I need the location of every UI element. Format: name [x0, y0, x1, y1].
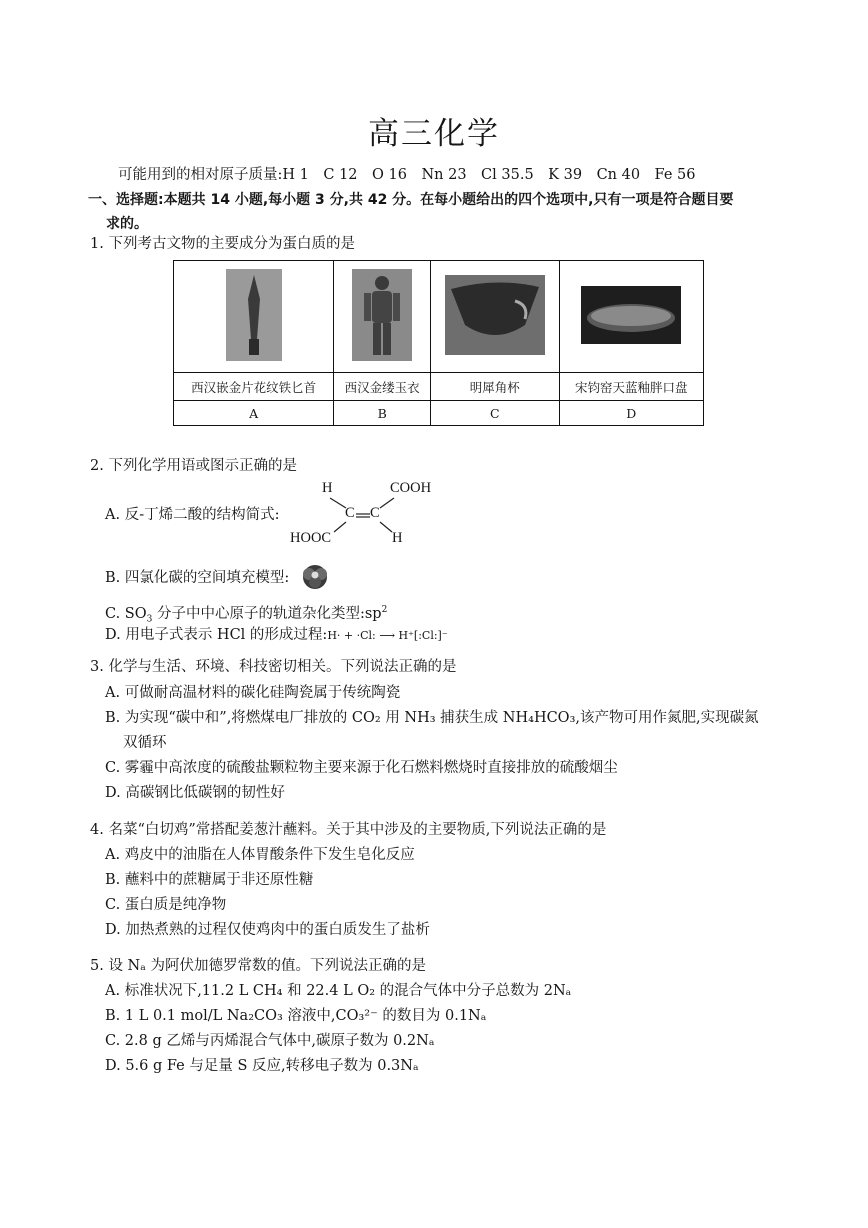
q1-stem: 1. 下列考古文物的主要成分为蛋白质的是: [90, 236, 355, 252]
q5-option-c: C. 2.8 g 乙烯与丙烯混合气体中,碳原子数为 0.2Nₐ: [105, 1033, 435, 1049]
atomic-masses: 可能用到的相对原子质量:H 1 C 12 O 16 Nn 23 Cl 35.5 K 39 Cn 40 Fe 56: [118, 167, 696, 183]
ccl4-space-filling-model-icon: [300, 563, 330, 595]
rhino-horn-cup-image: [445, 275, 545, 358]
q3-option-d: D. 高碳钢比低碳钢的韧性好: [105, 785, 285, 801]
artifact-image-cell-b: [334, 261, 431, 373]
caption-b: 西汉金缕玉衣: [334, 373, 431, 401]
q2-c-pre: C. SO: [105, 605, 147, 622]
q4-option-a: A. 鸡皮中的油脂在人体胃酸条件下发生皂化反应: [105, 847, 415, 863]
q5-option-b: B. 1 L 0.1 mol/L Na₂CO₃ 溶液中,CO₃²⁻ 的数目为 0.1Nₐ: [105, 1008, 487, 1024]
q4-stem: 4. 名菜“白切鸡”常搭配姜葱汁蘸料。关于其中涉及的主要物质,下列说法正确的是: [90, 822, 607, 838]
q2-d-text: D. 用电子式表示 HCl 的形成过程:: [105, 627, 328, 643]
caption-a: 西汉嵌金片花纹铁匕首: [174, 373, 334, 401]
struct-bonds: [290, 480, 440, 550]
dagger-image: [226, 269, 282, 364]
artifact-image-cell-a: [174, 261, 334, 373]
q3-option-a: A. 可做耐高温材料的碳化硅陶瓷属于传统陶瓷: [105, 685, 401, 701]
option-letter-a: A: [174, 401, 334, 426]
q2-c-post: 分子中中心原子的轨道杂化类型:sp: [152, 605, 382, 622]
option-letter-b: B: [334, 401, 431, 426]
struct-h-top: H: [322, 480, 333, 496]
q3-option-c: C. 雾霾中高浓度的硫酸盐颗粒物主要来源于化石燃料燃烧时直接排放的硫酸烟尘: [105, 760, 618, 776]
struct-h-bottom: H: [392, 530, 403, 546]
q4-option-b: B. 蘸料中的蔗糖属于非还原性糖: [105, 872, 314, 888]
page-title: 高三化学: [368, 116, 500, 152]
artifact-image-cell-c: [431, 261, 560, 373]
q5-option-a: A. 标准状况下,11.2 L CH₄ 和 22.4 L O₂ 的混合气体中分子总数为 2Nₐ: [105, 983, 572, 999]
jade-suit-image: [352, 269, 412, 364]
q4-option-c: C. 蛋白质是纯净物: [105, 897, 227, 913]
porcelain-plate-image: [581, 286, 681, 347]
q2-option-b: B. 四氯化碳的空间填充模型:: [105, 570, 290, 586]
q2-option-d: [105, 625, 448, 646]
q2-c-sup: 2: [381, 605, 388, 615]
q3-stem: 3. 化学与生活、环境、科技密切相关。下列说法正确的是: [90, 659, 457, 675]
artifact-table: [173, 260, 704, 426]
struct-hooc: HOOC: [290, 530, 332, 546]
q4-option-d: D. 加热煮熟的过程仅使鸡肉中的蛋白质发生了盐析: [105, 922, 430, 938]
q3-option-b-line1: B. 为实现“碳中和”,将燃煤电厂排放的 CO₂ 用 NH₃ 捕获生成 NH₄HCO₃,该产物可用作氮肥,实现碳氮: [105, 710, 759, 726]
q3-option-b-line2: 双循环: [123, 735, 167, 751]
q5-stem: 5. 设 Nₐ 为阿伏加德罗常数的值。下列说法正确的是: [90, 958, 426, 974]
q2-c-sub: 3: [146, 614, 153, 625]
struct-c2: C: [370, 505, 380, 521]
hcl-electron-formula: H· + ·Cl: ⟶ H⁺[:Cl:]⁻: [327, 629, 448, 642]
section-heading-line2: 求的。: [106, 216, 148, 232]
caption-c: 明犀角杯: [431, 373, 560, 401]
q2-option-a: A. 反-丁烯二酸的结构简式:: [105, 507, 280, 523]
q2-stem: 2. 下列化学用语或图示正确的是: [90, 458, 297, 474]
struct-cooh: COOH: [390, 480, 432, 496]
q5-option-d: D. 5.6 g Fe 与足量 S 反应,转移电子数为 0.3Nₐ: [105, 1058, 419, 1074]
option-letter-d: D: [559, 401, 703, 426]
struct-c1: C: [345, 505, 355, 521]
caption-d: 宋钧窑天蓝釉胖口盘: [559, 373, 703, 401]
option-letter-c: C: [431, 401, 560, 426]
section-heading-line1: 一、选择题:本题共 14 小题,每小题 3 分,共 42 分。在每小题给出的四个选项中,只有一项是符合题目要: [88, 192, 734, 208]
artifact-image-cell-d: [559, 261, 703, 373]
